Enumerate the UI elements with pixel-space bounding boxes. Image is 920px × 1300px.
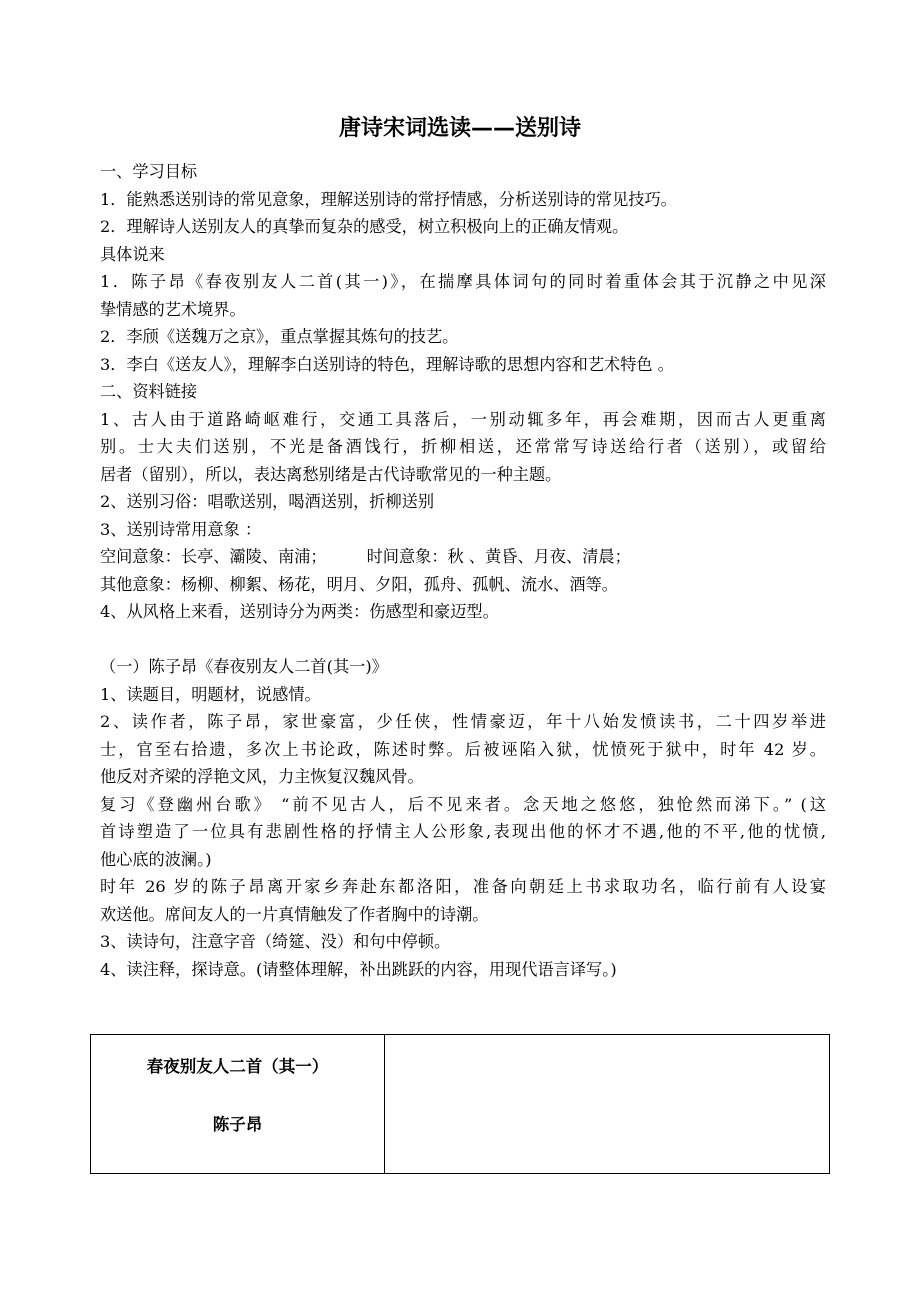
context-line-1: 时年 26 岁的陈子昂离开家乡奔赴东都洛阳，准备向朝廷上书求取功名，临行前有人设宴 xyxy=(100,877,826,896)
resource-item-1-line-2: 别。士大夫们送别，不光是备酒饯行，折柳相送，还常常写诗送给行者（送别），或留给 xyxy=(100,437,826,456)
poem-info-cell xyxy=(91,1035,385,1174)
subheading-specifics: 具体说来 xyxy=(100,244,165,264)
step-2-line-1: 2、读作者，陈子昂，家世豪富，少任侠，性情豪迈，年十八始发愤读书，二十四岁举进 xyxy=(100,712,826,731)
goal-item-1: 1．能熟悉送别诗的常见意象，理解送别诗的常抒情感，分析送别诗的常见技巧。 xyxy=(100,189,677,209)
poem-translation-cell[interactable] xyxy=(385,1035,830,1174)
resource-item-3: 3、送别诗常用意象 ： xyxy=(100,519,262,539)
resource-item-4: 4、从风格上来看，送别诗分为两类：伤感型和豪迈型。 xyxy=(100,602,499,621)
section-heading-resources: 二、资料链接 xyxy=(100,382,198,401)
document-body xyxy=(100,158,826,983)
section-heading-poem-1: （一）陈子昂《春夜别友人二首(其一)》 xyxy=(100,657,388,676)
other-imagery: 其他意象：杨柳、柳絮、杨花，明月、夕阳，孤舟、孤帆、流水、酒等。 xyxy=(100,574,618,594)
section-heading-goals: 一、学习目标 xyxy=(100,162,198,181)
review-line-2: 首诗塑造了一位具有悲剧性格的抒情主人公形象,表现出他的怀才不遇,他的不平,他的忧愤, xyxy=(100,822,826,841)
resource-item-1-line-1: 1、古人由于道路崎岖难行，交通工具落后，一别动辄多年，再会难期，因而古人更重离 xyxy=(100,409,826,429)
specific-item-1-line-2: 挚情感的艺术境界。 xyxy=(100,299,246,319)
poem-title: 春夜别友人二首（其一） xyxy=(146,1057,329,1076)
specific-item-3: 3．李白《送友人》，理解李白送别诗的特色，理解诗歌的思想内容和艺术特色 。 xyxy=(100,354,674,374)
review-line-1: 复习《登幽州台歌》 “前不见古人，后不见来者。念天地之悠悠，独怆然而涕下。” (这 xyxy=(100,794,826,814)
specific-item-2: 2．李颀《送魏万之京》，重点掌握其炼句的技艺。 xyxy=(100,327,459,346)
step-4: 4、读注释，探诗意。(请整体理解，补出跳跃的内容，用现代语言译写。) xyxy=(100,959,617,979)
step-2-line-2: 士，官至右拾遗，多次上书论政，陈述时弊。后被诬陷入狱，忧愤死于狱中，时年 42 岁。 xyxy=(100,739,826,759)
step-2-line-3: 他反对齐梁的浮艳文风，力主恢复汉魏风骨。 xyxy=(100,767,424,786)
poem-author: 陈子昂 xyxy=(212,1115,263,1134)
page-title: 唐诗宋词选读——送别诗 xyxy=(338,116,581,141)
context-line-2: 欢送他。席间友人的一片真情触发了作者胸中的诗潮。 xyxy=(100,904,489,924)
goal-item-2: 2．理解诗人送别友人的真挚而复杂的感受，树立积极向上的正确友情观。 xyxy=(100,217,629,236)
specific-item-1-line-1: 1．陈子昂《春夜别友人二首(其一)》，在揣摩具体词句的同时着重体会其于沉静之中见深 xyxy=(100,272,826,291)
review-line-3: 他心底的波澜。) xyxy=(100,849,212,869)
step-3: 3、读诗句，注意字音（绮筵、没）和句中停顿。 xyxy=(100,932,451,951)
resource-item-2: 2、送别习俗：唱歌送别，喝酒送别，折柳送别 xyxy=(100,492,435,511)
imagery-line xyxy=(100,543,826,571)
poem-table xyxy=(90,1034,830,1174)
resource-item-1-line-3: 居者（留别），所以，表达离愁别绪是古代诗歌常见的一种主题。 xyxy=(100,464,562,484)
time-imagery: 时间意象：秋 、黄昏、月夜、清晨； xyxy=(366,547,631,566)
space-imagery: 空间意象：长亭、灞陵、南浦； xyxy=(100,547,327,566)
step-1: 1、读题目，明题材，说感情。 xyxy=(100,684,321,704)
